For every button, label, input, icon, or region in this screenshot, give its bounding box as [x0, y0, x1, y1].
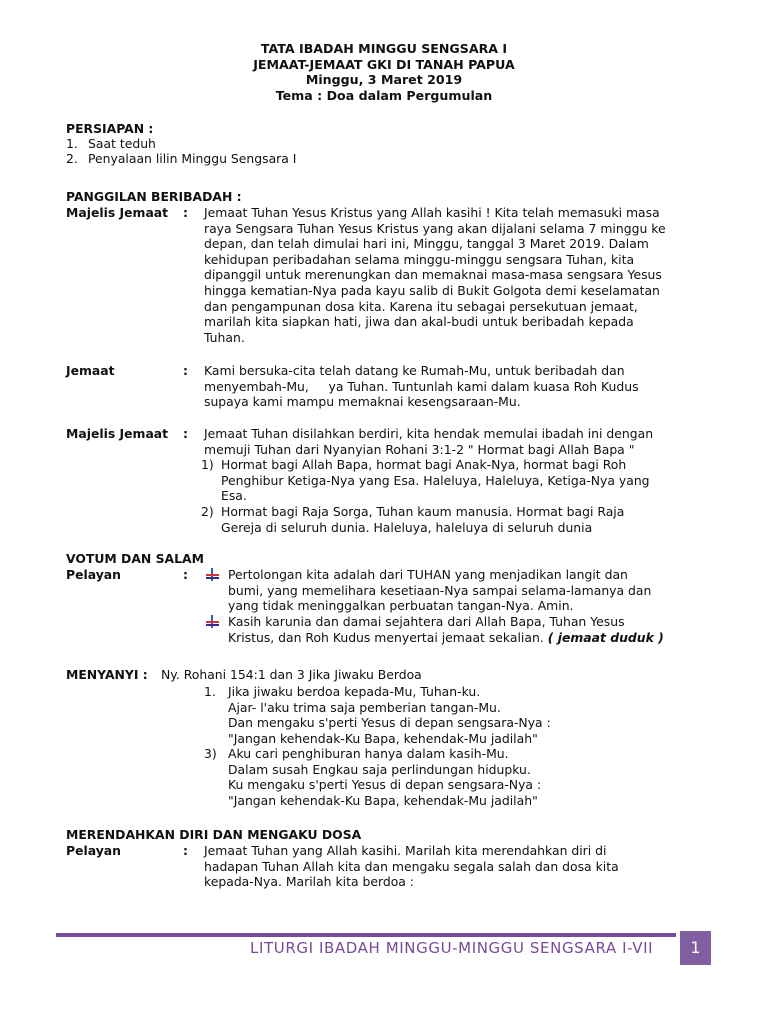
liturgy-text — [204, 426, 702, 457]
footer-title: LITURGI IBADAH MINGGU-MINGGU SENGSARA I-VII — [250, 939, 654, 957]
song-reference: Ny. Rohani 154:1 dan 3 Jika Jiwaku Berdoa — [161, 667, 422, 682]
speaker-label: Pelayan — [66, 843, 121, 858]
speaker-label: Jemaat — [66, 363, 115, 378]
list-item-number: 1. — [66, 136, 78, 151]
salam-text — [228, 614, 702, 645]
liturgy-text — [204, 363, 702, 410]
list-item-number: 2. — [66, 151, 78, 166]
text-line: Gereja di seluruh dunia. Haleluya, haleluya di seluruh dunia — [221, 519, 593, 535]
verse-number: 1) — [201, 457, 214, 472]
list-item: Penyalaan lilin Minggu Sengsara I — [88, 151, 297, 166]
song-verse — [228, 746, 541, 808]
text-line: Pertolongan kita adalah dari TUHAN yang menjadikan langit dan — [228, 567, 628, 582]
text-line: menyembah-Mu, ya Tuhan. Tuntunlah kami dalam kuasa Roh Kudus — [204, 378, 639, 394]
verse-number: 3) — [204, 746, 217, 761]
text-line: kepada-Nya. Marilah kita berdoa : — [204, 874, 414, 890]
text-line: Ku mengaku s'perti Yesus di depan sengsara-Nya : — [228, 777, 542, 793]
text-line: Ajar- l'aku trima saja pemberian tangan-Mu. — [228, 699, 501, 715]
text-line: marilah kita siapkan hati, jiwa dan akal-budi untuk beribadah kepada — [204, 314, 634, 330]
section-title-persiapan: PERSIAPAN : — [66, 121, 154, 136]
verse-text — [221, 504, 702, 535]
text-line: Jika jiwaku berdoa kepada-Mu, Tuhan-ku. — [228, 684, 481, 699]
text-line: raya Sengsara Tuhan Yesus Kristus yang akan dijalani selama 7 minggu ke — [204, 220, 666, 236]
text-line: hingga kematian-Nya pada kayu salib di Bukit Golgota demi keselamatan — [204, 282, 660, 298]
text-line: Kasih karunia dan damai sejahtera dari Allah Bapa, Tuhan Yesus — [228, 614, 625, 629]
text-line-content: Kristus, dan Roh Kudus menyertai jemaat sekalian. — [228, 629, 544, 645]
section-title-menyanyi: MENYANYI : — [66, 667, 148, 682]
speaker-label: Majelis Jemaat — [66, 205, 169, 220]
text-line: "Jangan kehendak-Ku Bapa, kehendak-Mu jadilah" — [228, 730, 538, 746]
text-line: Hormat bagi Allah Bapa, hormat bagi Anak-Nya, hormat bagi Roh — [221, 457, 627, 472]
cross-bullet-icon — [206, 568, 219, 581]
verse-text — [221, 457, 702, 504]
text-line: Tuhan. — [204, 329, 245, 345]
text-line: kehidupan peribadahan selama minggu-minggu sengsara Tuhan, kita — [204, 251, 635, 267]
speaker-label: Majelis Jemaat — [66, 426, 169, 441]
text-line: bumi, yang memelihara kesetiaan-Nya sampai selama-lamanya dan — [228, 582, 652, 598]
text-line: depan, dan telah dimulai hari ini, Minggu, tanggal 3 Maret 2019. Dalam — [204, 236, 649, 252]
text-line: Jemaat Tuhan Yesus Kristus yang Allah kasihi ! Kita telah memasuki masa — [204, 205, 660, 220]
text-line: "Jangan kehendak-Ku Bapa, kehendak-Mu jadilah" — [228, 792, 538, 808]
text-line: Dalam susah Engkau saja perlindungan hidupku. — [228, 761, 531, 777]
section-title-panggilan: PANGGILAN BERIBADAH : — [66, 189, 242, 204]
song-verse — [228, 684, 551, 746]
header-date: Minggu, 3 Maret 2019 — [305, 72, 463, 88]
speaker-colon: : — [183, 363, 188, 378]
votum-text — [228, 567, 702, 614]
verse-number: 2) — [201, 504, 214, 519]
speaker-colon: : — [183, 205, 188, 220]
text-line: Aku cari penghiburan hanya dalam kasih-Mu. — [228, 746, 509, 761]
speaker-colon: : — [183, 843, 188, 858]
text-line: dipanggil untuk merenungkan dan memaknai masa-masa sengsara Yesus — [204, 267, 662, 283]
speaker-colon: : — [183, 426, 188, 441]
footer-divider — [56, 933, 676, 937]
text-line: yang tidak meninggalkan perbuatan tangan-Nya. Amin. — [228, 598, 574, 614]
text-line: dan pengampunan dosa kita. Karena itu sebagai persekutuan jemaat, — [204, 298, 638, 314]
header-theme: Tema : Doa dalam Pergumulan — [275, 87, 493, 103]
text-line: Penghibur Ketiga-Nya yang Esa. Haleluya, Haleluya, Ketiga-Nya yang — [221, 472, 650, 488]
text-line — [228, 630, 702, 646]
text-line: Dan mengaku s'perti Yesus di depan sengsara-Nya : — [228, 715, 551, 731]
text-line: supaya kami mampu memaknai kesengsaraan-Mu. — [204, 394, 521, 410]
liturgy-text — [204, 205, 702, 345]
header-title: TATA IBADAH MINGGU SENGSARA I — [260, 41, 508, 56]
speaker-label: Pelayan — [66, 567, 121, 582]
text-line: Jemaat Tuhan yang Allah kasihi. Marilah kita merendahkan diri di — [204, 843, 607, 858]
text-line: memuji Tuhan dari Nyanyian Rohani 3:1-2 " Hormat bagi Allah Bapa " — [204, 441, 635, 457]
header-congregation: JEMAAT-JEMAAT GKI DI TANAH PAPUA — [253, 56, 515, 72]
section-title-merendahkan: MERENDAHKAN DIRI DAN MENGAKU DOSA — [66, 827, 362, 842]
text-line: Hormat bagi Raja Sorga, Tuhan kaum manusia. Hormat bagi Raja — [221, 504, 625, 519]
text-line: Kami bersuka-cita telah datang ke Rumah-Mu, untuk beribadah dan — [204, 363, 625, 378]
document-header — [0, 41, 768, 103]
speaker-colon: : — [183, 567, 188, 582]
liturgy-text — [204, 843, 702, 890]
list-item: Saat teduh — [88, 136, 156, 151]
text-line: Jemaat Tuhan disilahkan berdiri, kita hendak memulai ibadah ini dengan — [204, 426, 654, 441]
cross-bullet-icon — [206, 615, 219, 628]
rubric-note: ( jemaat duduk ) — [547, 629, 664, 645]
text-line: Esa. — [221, 488, 247, 504]
text-line: hadapan Tuhan Allah kita dan mengaku segala salah dan dosa kita — [204, 858, 619, 874]
section-title-votum: VOTUM DAN SALAM — [66, 551, 204, 566]
verse-number: 1. — [204, 684, 216, 699]
page-number: 1 — [680, 931, 711, 965]
